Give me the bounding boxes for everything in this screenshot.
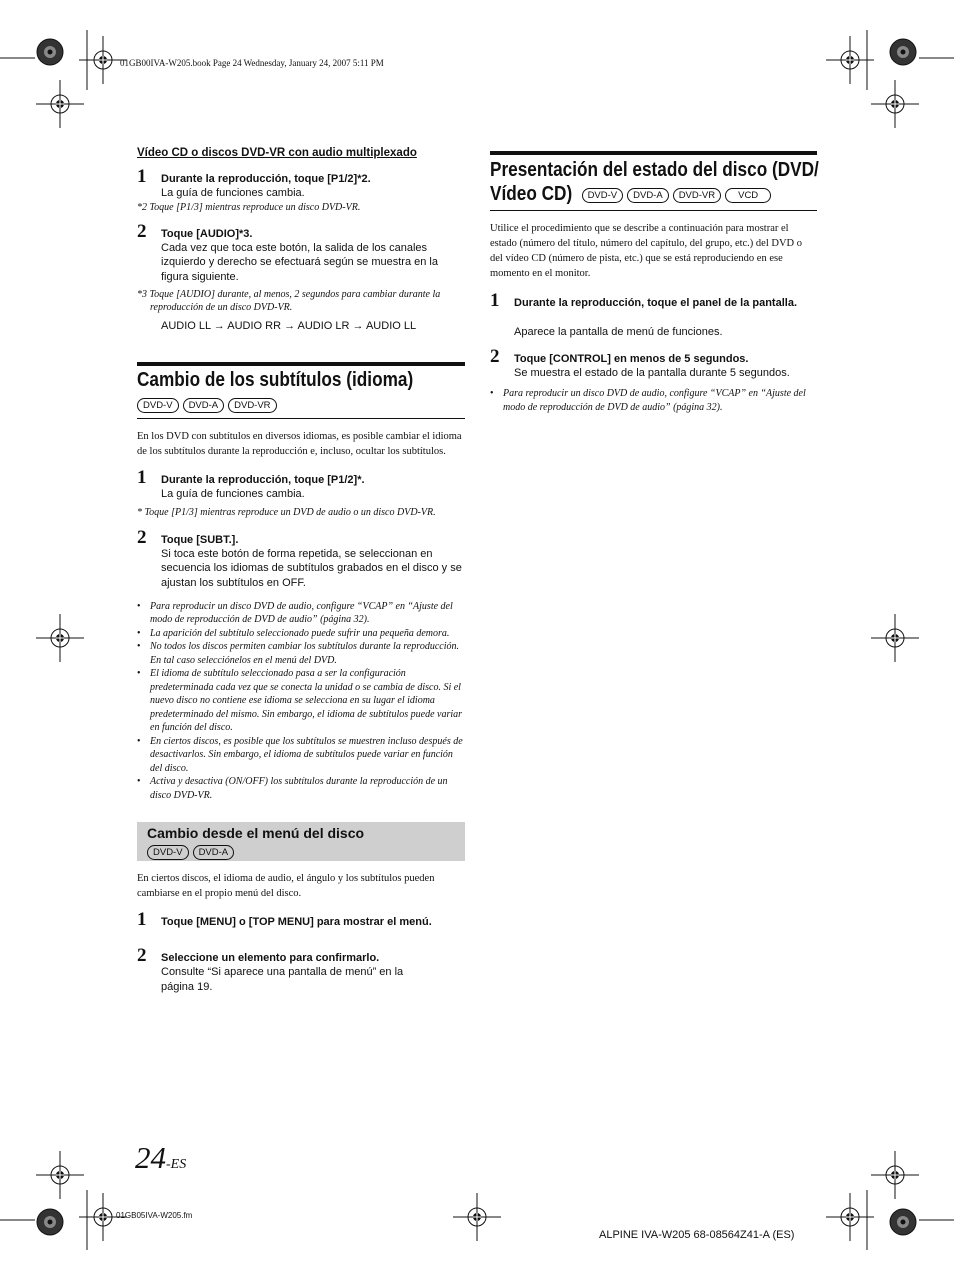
step-number: 1 [490,290,500,311]
menu-step-1 [137,910,465,946]
step-number: 2 [137,945,147,966]
menu-step-2 [137,946,465,992]
right-column [490,151,817,414]
step-title: Toque [AUDIO]*3. [161,227,253,240]
disc-status-title-cont: Vídeo CD) [490,183,573,205]
step-description: Consulte “Si aparece una pantalla de menú” en la página 19. [161,966,404,993]
step-description: Aparece la pantalla de menú de funciones. [514,326,723,338]
badge-vcd: VCD [725,188,771,203]
subtitles-intro: En los DVD con subtítulos en diversos idiomas, es posible cambiar el idioma de los subtítulos durante la reproducción e, incluso, ocultar los subtítulos. [137,431,462,457]
section-rule [490,210,817,211]
badge-dvd-vr: DVD-VR [228,398,276,413]
step-title: Toque [SUBT.]. [161,533,239,546]
footnote: *2 Toque [P1/3] mientras reproduce un disco DVD-VR. [137,202,361,213]
disc-menu-box [137,822,465,861]
footer-document-code: ALPINE IVA-W205 68-08564Z41-A (ES) [599,1229,795,1241]
file-header-info: 01GB00IVA-W205.book Page 24 Wednesday, January 24, 2007 5:11 PM [120,58,384,68]
subtitles-title: Cambio de los subtítulos (idioma) [137,369,414,391]
disc-badges [147,842,455,860]
list-item: • En ciertos discos, es posible que los subtítulos se muestren incluso después de desactivarlos. Sin embargo, el idioma de subtítulos puede variar en función del disco. [137,735,465,776]
list-item: • El idioma de subtítulo seleccionado pasa a ser la configuración predeterminada cada vez que se conecta la unidad o se cambia de disco. Si el nuevo disco no contiene ese idioma se selecciona en su lugar el idioma predeterminado del mismo. Sin embargo, el idioma de subtítulos puede variar en función del disco. [137,667,465,735]
page-number-suffix: -ES [166,1157,187,1172]
badge-dvd-v: DVD-V [147,845,189,860]
step-number: 2 [137,220,147,242]
list-item: • Para reproducir un disco DVD de audio, configure “VCAP” en “Ajuste del modo de reproducción de DVD de audio” (página 32). [137,600,465,627]
step-number: 2 [490,346,500,367]
vcd-step-1 [137,167,465,199]
status-step-1 [490,291,817,339]
step-title: Durante la reproducción, toque [P1/2]*2. [161,173,371,185]
step-number: 1 [137,166,147,187]
step-number: 1 [137,467,147,488]
step-title: Toque [CONTROL] en menos de 5 segundos. [514,353,749,365]
step-title: Seleccione un elemento para confirmarlo. [161,952,380,964]
subs-step-2 [137,528,465,590]
list-item: • La aparición del subtítulo seleccionado puede sufrir una pequeña demora. [137,627,465,641]
left-column [137,147,465,992]
badge-dvd-a: DVD-A [183,398,225,413]
step-description: La guía de funciones cambia. [161,488,305,500]
section-rule [137,362,465,366]
step-title: Toque [MENU] o [TOP MENU] para mostrar el menú. [161,916,432,928]
step-description: Se muestra el estado de la pantalla durante 5 segundos. [514,367,790,379]
badge-dvd-a: DVD-A [193,845,235,860]
vcd-step-2 [137,222,465,284]
page-number [135,1140,186,1176]
list-item: • Activa y desactiva (ON/OFF) los subtítulos durante la reproducción de un disco DVD-VR. [137,775,465,802]
section-rule [490,151,817,155]
disc-status-notes [490,387,817,414]
step-description: Cada vez que toca este botón, la salida de los canales izquierdo y derecho se efectuará según se muestra en la figura siguiente. [161,241,438,283]
section-rule [137,418,465,419]
disc-menu-title: Cambio desde el menú del disco [147,825,365,841]
disc-badges [137,395,465,413]
subtitles-notes-list [137,600,465,803]
step-description: La guía de funciones cambia. [161,187,305,199]
badge-dvd-v: DVD-V [582,188,624,203]
subs-step-1 [137,468,465,500]
audio-sequence: AUDIO LL → AUDIO RR → AUDIO LR → AUDIO LL [161,319,417,332]
badge-dvd-v: DVD-V [137,398,179,413]
status-step-2 [490,347,817,379]
disc-status-intro: Utilice el procedimiento que se describe a continuación para mostrar el estado (número del título, número del capítulo, del grupo, etc.) del DVD o del vídeo CD (número de pista, etc.) que se está reproduciendo en ese momento en el monitor. [490,223,803,279]
disc-menu-intro: En ciertos discos, el idioma de audio, el ángulo y los subtítulos pueden cambiarse en el propio menú del disco. [137,873,435,899]
disc-badges [582,185,776,202]
footer-filename: 01GB05IVA-W205.fm [116,1211,193,1220]
step-title: Durante la reproducción, toque [P1/2]*. [161,474,365,486]
footnote: *3 Toque [AUDIO] durante, al menos, 2 segundos para cambiar durante la reproducción de un disco DVD-VR. [137,288,441,313]
list-item: • Para reproducir un disco DVD de audio, configure “VCAP” en “Ajuste del modo de reproducción de DVD de audio” (página 32). [490,387,817,414]
step-number: 2 [137,526,147,548]
step-number: 1 [137,909,147,930]
step-title: Durante la reproducción, toque el panel de la pantalla. [514,297,798,309]
page-number-value: 24 [135,1140,166,1175]
list-item: • No todos los discos permiten cambiar los subtítulos durante la reproducción. En tal caso selecciónelos en el menú del DVD. [137,640,465,667]
vcd-heading: Vídeo CD o discos DVD-VR con audio multiplexado [137,147,417,159]
badge-dvd-a: DVD-A [627,188,669,203]
disc-status-title: Presentación del estado del disco (DVD/ [490,159,819,181]
footnote: * Toque [P1/3] mientras reproduce un DVD de audio o un disco DVD-VR. [137,507,436,518]
step-description: Si toca este botón de forma repetida, se seleccionan en secuencia los idiomas de subtítulos grabados en el disco y se ajustan los subtítulos en OFF. [161,547,462,589]
badge-dvd-vr: DVD-VR [673,188,721,203]
disc-status-title-line2 [490,182,817,206]
